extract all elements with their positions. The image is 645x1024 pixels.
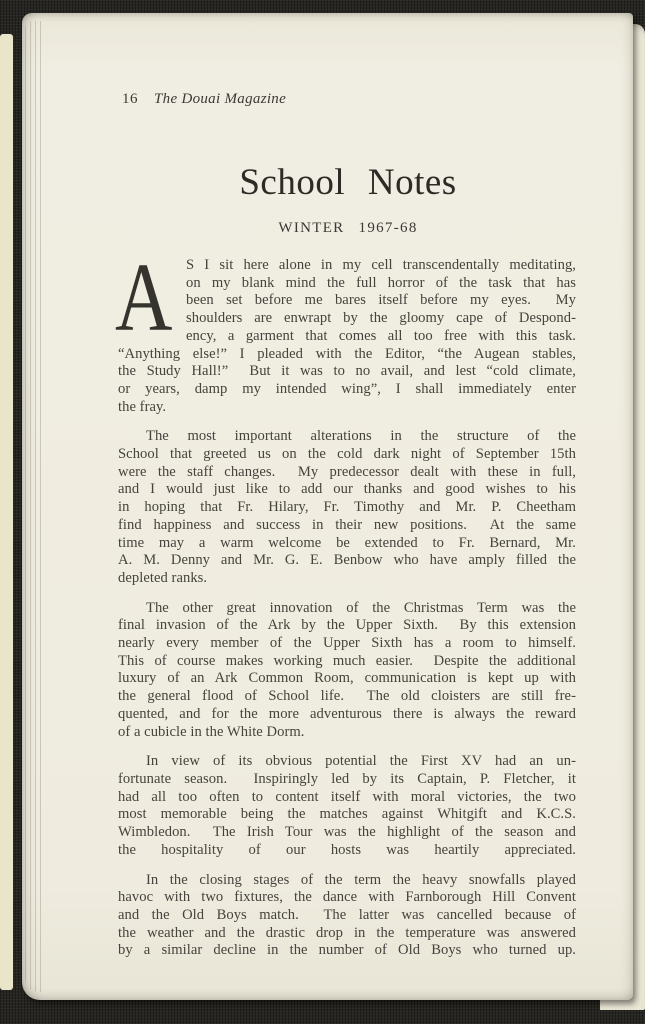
page-number: 16 xyxy=(122,91,138,107)
text-line: “Anything else!” I pleaded with the Editor, “the Augean stables, xyxy=(118,345,576,362)
text-line: fortunate season. Inspiringly led by its Captain, P. Fletcher, it xyxy=(118,770,576,787)
drop-cap-letter: A xyxy=(115,244,173,351)
text-line: A. M. Denny and Mr. G. E. Benbow who have amply filled the xyxy=(118,552,576,569)
text-line: ency, a garment that comes all too free with this task. xyxy=(186,327,576,344)
text-line: and the Old Boys match. The latter was cancelled because of xyxy=(118,906,576,923)
text-line: depleted ranks. xyxy=(118,569,208,586)
text-line: were the staff changes. My predecessor dealt with these in full, xyxy=(118,463,576,480)
paragraph xyxy=(115,244,576,416)
body-text xyxy=(115,244,576,960)
text-line: School that greeted us on the cold dark night of September 15th xyxy=(118,446,576,463)
text-line: shoulders are enwrapt by the gloomy cape of Despond- xyxy=(186,310,576,327)
text-line: the weather and the drastic drop in the temperature was answered xyxy=(118,924,576,941)
text-line: final invasion of the Ark by the Upper Sixth. By this extension xyxy=(118,617,576,634)
text-line: The most important alterations in the structure of the xyxy=(146,428,576,445)
text-line: the fray. xyxy=(118,398,167,415)
text-line: on my blank mind the full horror of the task that has xyxy=(186,274,576,291)
text-line: or years, damp my intended wing”, I shall immediately enter xyxy=(118,380,576,397)
running-header xyxy=(122,91,286,108)
text-line: luxury of an Ark Common Room, communication is kept up with xyxy=(118,670,576,687)
text-line: the Study Hall!” But it was to no avail, and lest “cold climate, xyxy=(118,363,576,380)
text-line: The other great innovation of the Christmas Term was the xyxy=(146,599,576,616)
paragraph xyxy=(118,753,576,859)
paragraph xyxy=(118,872,576,961)
stacked-page-edges xyxy=(25,21,42,992)
text-line: in hoping that Fr. Hilary, Fr. Timothy and Mr. P. Cheetham xyxy=(118,499,576,516)
text-line: had all too often to content itself with moral victories, the two xyxy=(118,788,576,805)
drop-cap-text-block xyxy=(186,257,576,346)
text-line: quented, and for the more adventurous there is always the reward xyxy=(118,705,576,722)
magazine-title: The Douai Magazine xyxy=(154,91,287,107)
text-line: by a similar decline in the number of Old Boys who turned up. xyxy=(118,942,576,959)
paragraph xyxy=(118,428,576,587)
under-page-edge-left xyxy=(0,34,13,990)
book-page xyxy=(22,13,633,1000)
text-line: Wimbledon. The Irish Tour was the highlight of the season and xyxy=(118,824,576,841)
text-line: In the closing stages of the term the heavy snowfalls played xyxy=(146,871,576,888)
text-line: S I sit here alone in my cell transcendentally meditating, xyxy=(186,257,576,273)
text-line: In view of its obvious potential the First XV had an un- xyxy=(146,753,576,770)
text-line: the general flood of School life. The old cloisters are still fre- xyxy=(118,688,576,705)
paragraph xyxy=(118,600,576,742)
article-subtitle: WINTER 1967-68 xyxy=(278,220,418,236)
text-line: havoc with two fixtures, the dance with Farnborough Hill Convent xyxy=(118,889,576,906)
text-line: time may a warm welcome be extended to Fr. Bernard, Mr. xyxy=(118,534,576,551)
article-title: School Notes xyxy=(239,162,457,203)
text-line: of a cubicle in the White Dorm. xyxy=(118,723,305,740)
text-line: find happiness and success in their new positions. At the same xyxy=(118,516,576,533)
text-line: and I would just like to add our thanks and good wishes to his xyxy=(118,481,576,498)
text-line: This of course makes working much easier. Despite the additional xyxy=(118,652,576,669)
text-line: been set before me bares itself before my eyes. My xyxy=(186,292,576,309)
text-line: the hospitality of our hosts was heartily appreciated. xyxy=(118,841,576,858)
text-line: nearly every member of the Upper Sixth has a room to himself. xyxy=(118,635,576,652)
text-line: most memorable being the matches against Whitgift and K.C.S. xyxy=(118,806,576,823)
